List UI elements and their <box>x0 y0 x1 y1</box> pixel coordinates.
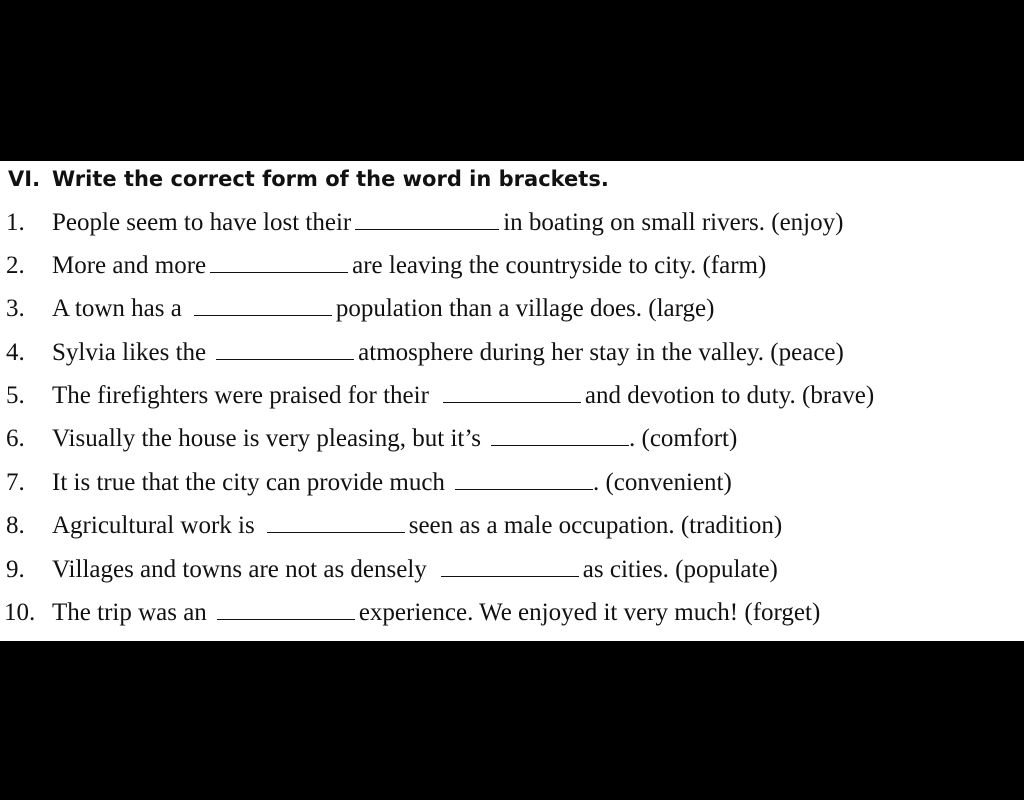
question-text-after: population than a village does. (large) <box>335 295 715 322</box>
question-number: 1. <box>6 209 25 236</box>
question-text-before: Visually the house is very pleasing, but it’s <box>52 425 482 452</box>
exercise-heading <box>8 161 609 197</box>
question-text-after: . (convenient) <box>592 469 732 496</box>
question-text-before: It is true that the city can provide much <box>52 469 445 496</box>
question-text-after: atmosphere during her stay in the valley. (peace) <box>358 339 844 366</box>
answer-blank[interactable] <box>491 419 629 446</box>
question-number: 9. <box>6 556 25 583</box>
question-text-before: Agricultural work is <box>52 512 255 539</box>
question-number: 6. <box>6 425 25 452</box>
worksheet-page <box>0 161 1024 641</box>
question-number: 7. <box>6 469 25 496</box>
question-text-before: Villages and towns are not as densely <box>52 556 427 583</box>
question-number: 8. <box>6 512 25 539</box>
question-text-after: experience. We enjoyed it very much! (forget) <box>358 599 821 626</box>
answer-blank[interactable] <box>217 593 355 620</box>
answer-blank[interactable] <box>355 203 499 230</box>
answer-blank[interactable] <box>443 376 581 403</box>
answer-blank[interactable] <box>216 333 354 360</box>
question-text-before: The trip was an <box>52 599 207 626</box>
question-text-before: A town has a <box>52 295 182 322</box>
question-text-after: seen as a male occupation. (tradition) <box>408 512 783 539</box>
exercise-number: VI. <box>8 167 41 191</box>
question-number: 2. <box>6 252 25 279</box>
question-number: 10. <box>4 599 36 626</box>
question-text-after: are leaving the countryside to city. (farm) <box>352 252 767 279</box>
question-number: 5. <box>6 382 25 409</box>
exercise-instruction: Write the correct form of the word in brackets. <box>52 167 609 191</box>
question-text-after: . (comfort) <box>629 425 738 452</box>
question-number: 4. <box>6 339 25 366</box>
question-text-after: as cities. (populate) <box>582 556 778 583</box>
answer-blank[interactable] <box>210 246 348 273</box>
question-text-before: More and more <box>52 252 207 279</box>
question-text-before: The firefighters were praised for their <box>52 382 429 409</box>
question-text-before: People seem to have lost their <box>52 209 352 236</box>
question-text-before: Sylvia likes the <box>52 339 207 366</box>
answer-blank[interactable] <box>267 506 405 533</box>
question-text-after: and devotion to duty. (brave) <box>584 382 875 409</box>
answer-blank[interactable] <box>441 550 579 577</box>
question-text-after: in boating on small rivers. (enjoy) <box>503 209 844 236</box>
question-number: 3. <box>6 295 25 322</box>
answer-blank[interactable] <box>194 289 332 316</box>
answer-blank[interactable] <box>455 463 593 490</box>
